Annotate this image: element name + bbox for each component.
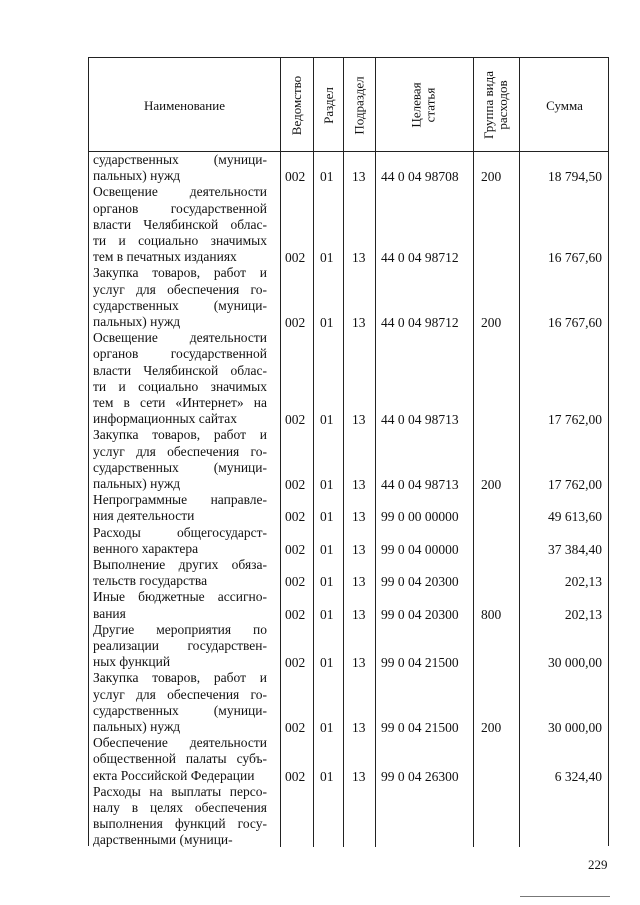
table-row	[89, 670, 608, 735]
row-name-line: ных функций	[93, 654, 171, 670]
row-name-line: Закупка товаров, работ и	[93, 427, 267, 443]
row-name	[93, 622, 267, 671]
row-group: 200	[481, 314, 502, 330]
row-target: 99 0 04 20300	[381, 606, 459, 622]
row-name-line: венного характера	[93, 540, 199, 556]
row-section: 01	[320, 476, 334, 492]
table-row	[89, 427, 608, 492]
row-name-line: пальных) нужд	[93, 718, 181, 734]
row-name-line: пальных) нужд	[93, 168, 181, 184]
header-department-label: Ведомство	[289, 75, 304, 135]
table-row	[89, 784, 608, 849]
row-name-line: сударственных (муници-	[93, 297, 267, 313]
row-department: 002	[285, 541, 306, 557]
row-subsection: 13	[352, 768, 366, 784]
header-sum-label: Сумма	[546, 97, 583, 113]
header-sum	[519, 58, 610, 152]
header-department	[280, 58, 313, 152]
row-name	[93, 525, 267, 557]
table-header	[89, 58, 608, 152]
row-department: 002	[285, 169, 306, 185]
row-name-line: Выполнение других обяза-	[93, 557, 267, 572]
row-name-line: ния деятельности	[93, 508, 195, 524]
row-sum: 37 384,40	[548, 541, 602, 557]
row-name	[93, 184, 267, 265]
table-row	[89, 589, 608, 621]
row-section: 01	[320, 541, 334, 557]
row-sum: 6 324,40	[554, 768, 602, 784]
row-group: 200	[481, 476, 502, 492]
row-section: 01	[320, 250, 334, 266]
row-name-line: ти и социально значимых	[93, 232, 267, 248]
row-name-line: пальных) нужд	[93, 475, 181, 491]
row-name-line: выполнения функций госу-	[93, 816, 267, 832]
row-subsection: 13	[352, 655, 366, 671]
row-name	[93, 265, 267, 330]
row-name-line: органов государственной	[93, 346, 267, 362]
header-section-label: Раздел	[320, 86, 336, 124]
row-target: 44 0 04 98712	[381, 250, 459, 266]
row-section: 01	[320, 768, 334, 784]
table-row	[89, 184, 608, 265]
row-department: 002	[285, 606, 306, 622]
row-group: 800	[481, 606, 502, 622]
row-section: 01	[320, 169, 334, 185]
row-name-line: Непрограммные направле-	[93, 492, 267, 508]
row-name-line: пальных) нужд	[93, 313, 181, 329]
table-row	[89, 557, 608, 589]
row-target: 99 0 04 21500	[381, 719, 459, 735]
row-name-line: Иные бюджетные ассигно-	[93, 589, 267, 605]
row-subsection: 13	[352, 719, 366, 735]
row-name-line: ти и социально значимых	[93, 378, 267, 394]
row-name-line: сударственных (муници-	[93, 702, 267, 718]
page-number: 229	[588, 857, 608, 872]
row-subsection: 13	[352, 509, 366, 525]
row-section: 01	[320, 574, 334, 590]
row-target: 44 0 04 98712	[381, 314, 459, 330]
row-name-line: Закупка товаров, работ и	[93, 670, 267, 686]
row-department: 002	[285, 314, 306, 330]
row-name-line: общественной палаты субъ-	[93, 751, 267, 767]
header-group-label	[482, 71, 510, 139]
row-name-line: тем в сети «Интернет» на	[93, 394, 267, 410]
row-department: 002	[285, 412, 306, 428]
row-name-line: Освещение деятельности	[93, 184, 267, 200]
row-name-line: органов государственной	[93, 200, 267, 216]
row-subsection: 13	[352, 169, 366, 185]
row-department: 002	[285, 574, 306, 590]
table-row	[89, 152, 608, 184]
row-name	[93, 330, 267, 427]
table-row	[89, 622, 608, 671]
row-subsection: 13	[352, 476, 366, 492]
header-subsection-label: Подраздел	[351, 75, 367, 135]
row-group: 200	[481, 169, 502, 185]
row-name-line: налу в целях обеспечения	[93, 799, 267, 815]
budget-table	[88, 57, 609, 846]
header-group-line2: расходов	[495, 80, 511, 130]
table-row	[89, 330, 608, 427]
row-subsection: 13	[352, 314, 366, 330]
row-sum: 30 000,00	[548, 655, 602, 671]
row-target: 99 0 04 21500	[381, 655, 459, 671]
row-name-line: услуг для обеспечения го-	[93, 281, 267, 297]
row-section: 01	[320, 509, 334, 525]
row-name-line: Обеспечение деятельности	[93, 735, 267, 751]
row-name-line: Другие мероприятия по	[93, 621, 267, 637]
header-subsection	[343, 58, 375, 152]
header-name	[89, 58, 280, 152]
row-target: 44 0 04 98713	[381, 476, 459, 492]
row-department: 002	[285, 719, 306, 735]
row-subsection: 13	[352, 574, 366, 590]
row-name	[93, 670, 267, 735]
row-name-line: тельств государства	[93, 573, 208, 589]
row-name-line: Освещение деятельности	[93, 330, 267, 346]
row-name-line: екта Российской Федерации	[93, 767, 255, 783]
header-target-line1: Целевая	[408, 82, 424, 128]
row-section: 01	[320, 719, 334, 735]
row-sum: 30 000,00	[548, 719, 602, 735]
row-sum: 16 767,60	[548, 250, 602, 266]
row-name-line: сударственных (муници-	[93, 152, 267, 167]
row-group: 200	[481, 719, 502, 735]
row-department: 002	[285, 655, 306, 671]
row-department: 002	[285, 768, 306, 784]
table-row	[89, 265, 608, 330]
row-name	[93, 492, 267, 524]
footer-rule	[520, 896, 610, 897]
row-name-line: вания	[93, 605, 126, 621]
row-subsection: 13	[352, 250, 366, 266]
row-name-line: Расходы на выплаты персо-	[93, 783, 267, 799]
header-section	[313, 58, 343, 152]
row-name-line: информационных сайтах	[93, 411, 237, 427]
row-name-line: услуг для обеспечения го-	[93, 443, 267, 459]
row-department: 002	[285, 509, 306, 525]
row-name	[93, 589, 267, 621]
row-subsection: 13	[352, 606, 366, 622]
header-target-label	[410, 82, 438, 127]
row-name-line: дарственными (муници-	[93, 832, 233, 848]
row-sum: 18 794,50	[548, 169, 602, 185]
row-subsection: 13	[352, 412, 366, 428]
row-target: 99 0 04 20300	[381, 574, 459, 590]
row-sum: 17 762,00	[548, 412, 602, 428]
row-sum: 16 767,60	[548, 314, 602, 330]
row-target: 99 0 04 00000	[381, 541, 459, 557]
row-name-line: реализации государствен-	[93, 637, 267, 653]
row-name-line: сударственных (муници-	[93, 459, 267, 475]
table-row	[89, 735, 608, 784]
row-name	[93, 735, 267, 784]
row-department: 002	[285, 476, 306, 492]
row-target: 99 0 00 00000	[381, 509, 459, 525]
row-target: 44 0 04 98708	[381, 169, 459, 185]
header-target-line2: статья	[422, 87, 438, 123]
header-target	[375, 58, 473, 152]
row-department: 002	[285, 250, 306, 266]
row-name	[93, 784, 267, 849]
row-name	[93, 152, 267, 184]
row-name-line: Расходы общегосударст-	[93, 524, 267, 540]
row-sum: 202,13	[564, 606, 602, 622]
row-name-line: тем в печатных изданиях	[93, 249, 237, 265]
row-name-line: услуг для обеспечения го-	[93, 686, 267, 702]
table-row	[89, 492, 608, 524]
header-group-line1: Группа вида	[481, 71, 497, 139]
row-section: 01	[320, 412, 334, 428]
row-name	[93, 427, 267, 492]
row-name-line: Закупка товаров, работ и	[93, 265, 267, 281]
table-row	[89, 525, 608, 557]
row-name-line: власти Челябинской облас-	[93, 216, 267, 232]
row-target: 99 0 04 26300	[381, 768, 459, 784]
row-sum: 202,13	[564, 574, 602, 590]
row-target: 44 0 04 98713	[381, 412, 459, 428]
row-sum: 49 613,60	[548, 509, 602, 525]
row-sum: 17 762,00	[548, 476, 602, 492]
header-group	[473, 58, 519, 152]
row-name	[93, 557, 267, 589]
row-section: 01	[320, 655, 334, 671]
header-name-label: Наименование	[144, 97, 225, 113]
row-section: 01	[320, 314, 334, 330]
row-name-line: власти Челябинской облас-	[93, 362, 267, 378]
row-subsection: 13	[352, 541, 366, 557]
row-section: 01	[320, 606, 334, 622]
